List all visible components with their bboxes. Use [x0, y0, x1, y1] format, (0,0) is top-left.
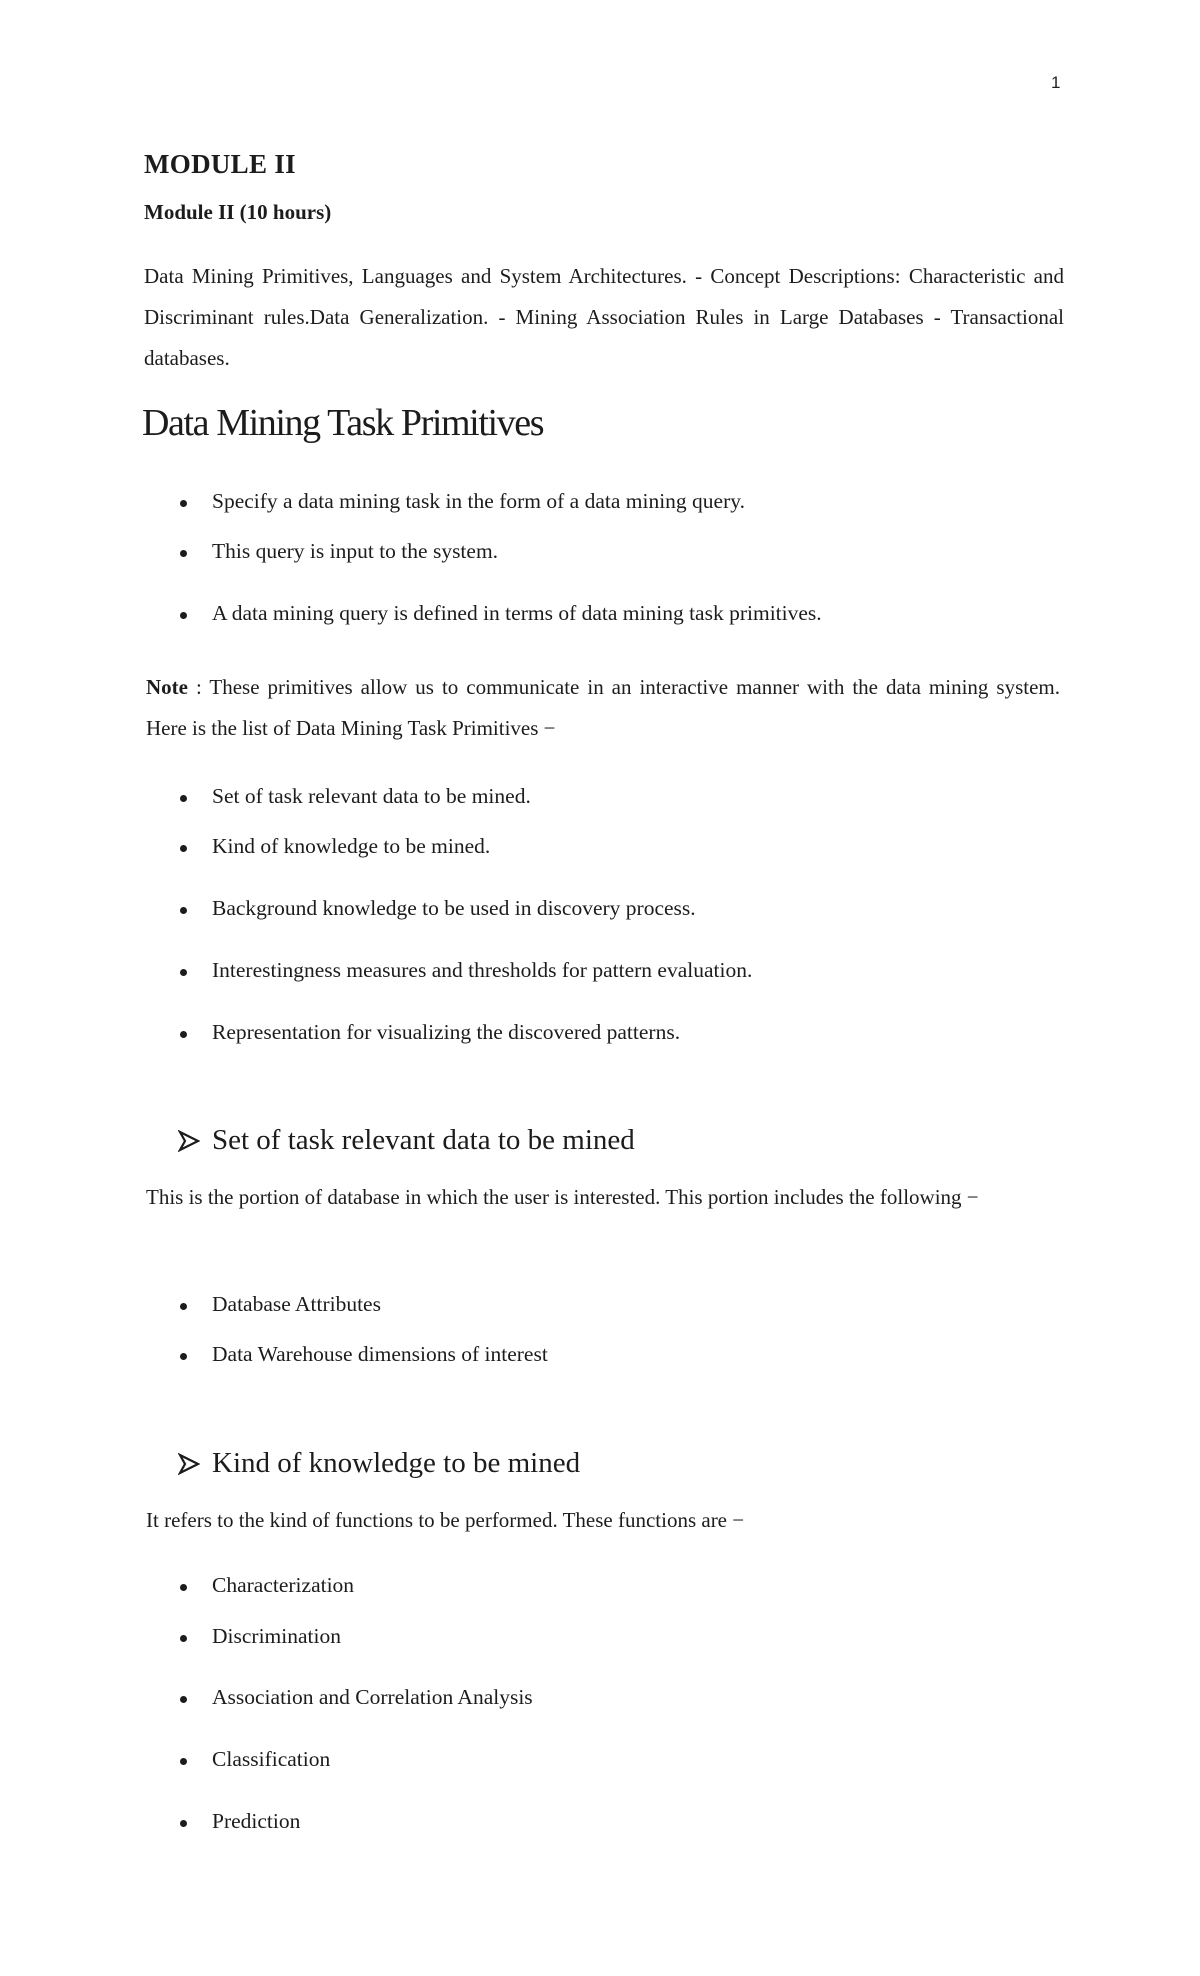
- bullet-icon: [180, 550, 187, 557]
- bullet-icon: [180, 1696, 187, 1703]
- bullet-icon: [180, 1820, 187, 1827]
- module-title: MODULE II: [144, 149, 296, 179]
- bullet-icon: [180, 969, 187, 976]
- page-number: 1: [1051, 73, 1061, 92]
- section-heading: Data Mining Task Primitives: [142, 402, 544, 444]
- list-item: Representation for visualizing the discovered patterns.: [212, 1020, 680, 1045]
- bullet-icon: [180, 845, 187, 852]
- bullet-icon: [180, 1635, 187, 1642]
- note-text: : These primitives allow us to communicate in an interactive manner with the data mining system. Here is the list of Data Mining Task Primitives −: [146, 675, 1060, 740]
- bullet-icon: [180, 1353, 187, 1360]
- list-item: Characterization: [212, 1573, 354, 1598]
- bullet-icon: [180, 612, 187, 619]
- list-item: Classification: [212, 1747, 330, 1772]
- list-item: Kind of knowledge to be mined.: [212, 834, 490, 859]
- bullet-icon: [180, 1303, 187, 1310]
- subsection-paragraph: This is the portion of database in which the user is interested. This portion includes the following −: [146, 1185, 979, 1209]
- note-label: Note: [146, 675, 188, 699]
- list-item: Discrimination: [212, 1624, 341, 1649]
- bullet-icon: [180, 795, 187, 802]
- intro-paragraph: Data Mining Primitives, Languages and System Architectures. - Concept Descriptions: Characteristic and Discriminant rules.Data Generalization. - Mining Association Rules in Large Databases - Transactional databases.: [144, 264, 1064, 370]
- list-item: Specify a data mining task in the form of a data mining query.: [212, 489, 745, 514]
- list-item: Background knowledge to be used in discovery process.: [212, 896, 696, 921]
- list-item: Prediction: [212, 1809, 300, 1834]
- note-paragraph: [146, 667, 1060, 749]
- list-item: Set of task relevant data to be mined.: [212, 784, 531, 809]
- bullet-icon: [180, 1758, 187, 1765]
- subsection-paragraph: It refers to the kind of functions to be performed. These functions are −: [146, 1508, 745, 1532]
- subsection-heading-task-relevant-data: Set of task relevant data to be mined: [180, 1124, 635, 1157]
- module-subtitle: Module II (10 hours): [144, 200, 332, 224]
- list-item: Database Attributes: [212, 1292, 381, 1317]
- bullet-icon: [180, 1584, 187, 1591]
- arrow-bullet-icon: [178, 1453, 200, 1475]
- list-item: A data mining query is defined in terms of data mining task primitives.: [212, 601, 822, 626]
- list-item: This query is input to the system.: [212, 539, 498, 564]
- bullet-icon: [180, 907, 187, 914]
- list-item: Association and Correlation Analysis: [212, 1685, 533, 1710]
- bullet-icon: [180, 1031, 187, 1038]
- list-item: Interestingness measures and thresholds for pattern evaluation.: [212, 958, 752, 983]
- subsection-heading-kind-of-knowledge: Kind of knowledge to be mined: [180, 1447, 580, 1480]
- list-item: Data Warehouse dimensions of interest: [212, 1342, 548, 1367]
- arrow-bullet-icon: [178, 1130, 200, 1152]
- bullet-icon: [180, 500, 187, 507]
